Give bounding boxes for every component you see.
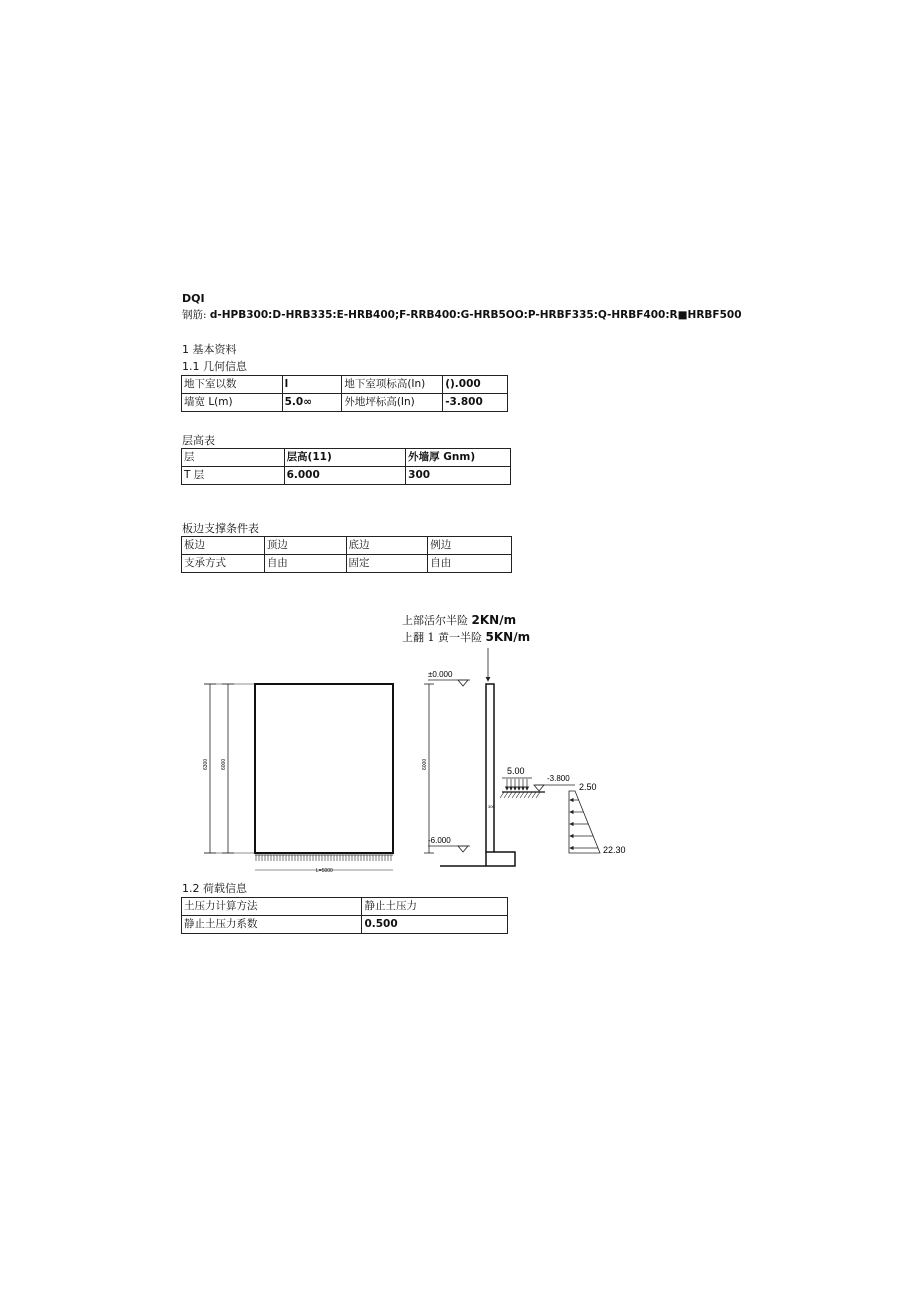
table-cell: 地下室项标高(In): [342, 376, 443, 394]
table-cell: 5.0∞: [282, 394, 342, 412]
table-cell: 固定: [346, 555, 428, 573]
pressure-bottom-label: 22.30: [603, 845, 626, 855]
ground-hatch-tick: [508, 792, 512, 798]
load-info-title: 1.2 荷载信息: [182, 882, 247, 895]
ground-hatch: [500, 792, 540, 798]
ground-hatch-tick: [536, 792, 540, 798]
table-header-cell: 例边: [428, 537, 512, 555]
load-info-table: [181, 897, 508, 934]
surcharge-load-value: 5KN∕m: [485, 630, 531, 644]
document-code: DQI: [182, 292, 205, 305]
ground-hatch-tick: [524, 792, 528, 798]
table-header-cell: 层高(11): [284, 449, 406, 467]
elevation-triangle-icon: [534, 785, 544, 791]
story-table-title: 层高表: [182, 434, 215, 447]
live-load-text: 上部活尔半险: [402, 614, 468, 627]
elevation-view: [203, 684, 393, 874]
wall-thickness-label: 300: [488, 804, 495, 809]
earth-pressure-diagram: [569, 782, 626, 855]
rebar-label: 钢筋:: [182, 309, 207, 321]
wall-footing: [486, 852, 515, 866]
fixed-support-hatch: [255, 855, 393, 861]
table-cell: 6.000: [284, 467, 406, 485]
wall-section: [486, 684, 494, 852]
live-load-value: 2KN∕m: [471, 613, 517, 627]
table-header-cell: 顶边: [264, 537, 346, 555]
ground-hatch-tick: [528, 792, 532, 798]
ground-hatch-tick: [504, 792, 508, 798]
table-cell: T 层: [182, 467, 285, 485]
surcharge-value-label: 5.00: [507, 766, 525, 776]
table-cell: 土压力计算方法: [182, 898, 362, 916]
table-cell: 自由: [428, 555, 512, 573]
pressure-arrows: [570, 800, 598, 848]
table-cell: 静止土压力系数: [182, 916, 362, 934]
table-cell: 静止土压力: [362, 898, 508, 916]
table-cell: 外地坪标高(In): [342, 394, 443, 412]
section-basic-title: 1 基本资料: [182, 343, 237, 356]
ground-hatch-tick: [520, 792, 524, 798]
ground-hatch-tick: [532, 792, 536, 798]
table-cell: -3.800: [443, 394, 508, 412]
table-cell: ().000: [443, 376, 508, 394]
bottom-elevation-label: -6.000: [428, 836, 451, 845]
table-row: [182, 898, 508, 916]
table-cell: 0.500: [362, 916, 508, 934]
elevation-triangle-icon: [458, 846, 468, 852]
geometry-title: 1.1 几何信息: [182, 360, 247, 373]
table-cell: 300: [406, 467, 511, 485]
table-header-cell: 层: [182, 449, 285, 467]
table-cell: 自由: [264, 555, 346, 573]
dim-label-outer: 6300: [203, 758, 209, 770]
surcharge-load-text: 上翻 1 黄一半险: [402, 631, 482, 644]
surcharge-arrows: [507, 779, 527, 790]
dim-label-inner: 6000: [221, 758, 227, 770]
support-table-title: 板边支撑条件表: [182, 522, 259, 535]
table-cell: 地下室以数: [182, 376, 283, 394]
table-header-cell: 底边: [346, 537, 428, 555]
table-header-cell: 外墙厚 Gnm): [406, 449, 511, 467]
top-elevation-label: ±0.000: [428, 670, 453, 679]
table-cell: 墙宽 L(m): [182, 394, 283, 412]
table-row: [182, 916, 508, 934]
section-view: [422, 648, 575, 866]
elevation-triangle-icon: [458, 680, 468, 686]
ground-hatch-tick: [512, 792, 516, 798]
dim-label-width: L=5000: [316, 868, 333, 874]
wall-panel: [255, 684, 393, 853]
rebar-grades: d-HPB300:D-HRB335:E-HRB400;F-RRB400:G-HRB5OO:P-HRBF335:Q-HRBF400:R■HRBF500: [209, 309, 742, 321]
table-cell: 支承方式: [182, 555, 265, 573]
table-cell: l: [282, 376, 342, 394]
ground-hatch-tick: [500, 792, 504, 798]
dim-label-section: 6000: [422, 758, 428, 770]
table-header-cell: 板边: [182, 537, 265, 555]
pressure-top-label: 2.50: [579, 782, 597, 792]
ground-hatch-tick: [516, 792, 520, 798]
ground-elevation-label: -3.800: [547, 774, 570, 783]
